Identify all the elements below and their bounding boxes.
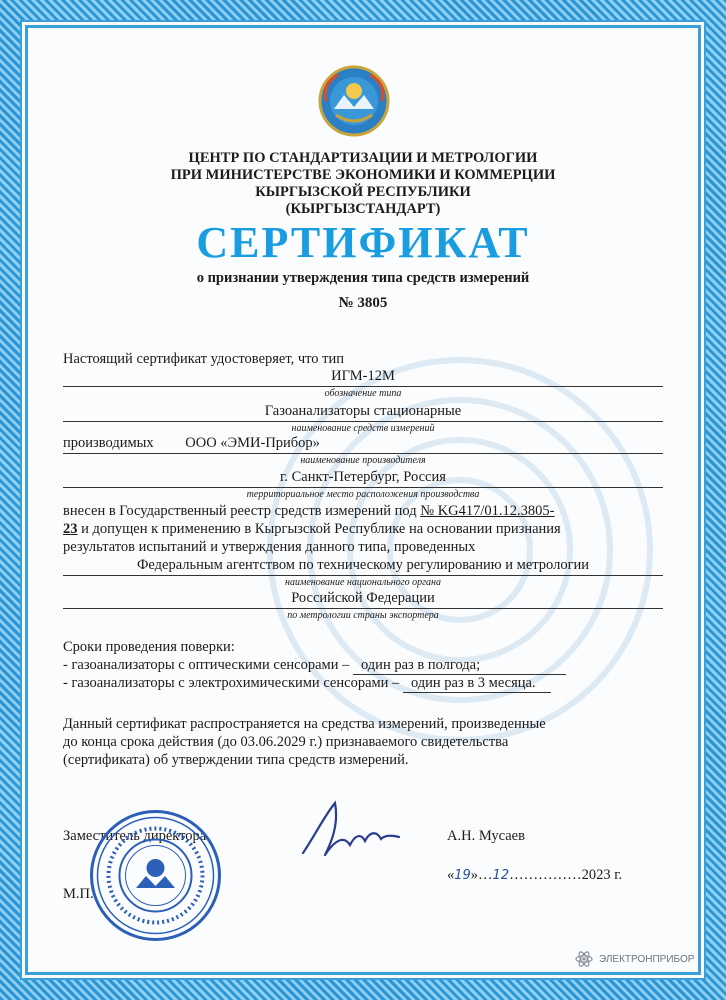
scope-line: (сертификата) об утверждении типа средств измерений.: [63, 752, 409, 768]
issuer-line: КЫРГЫЗСКОЙ РЕСПУБЛИКИ: [255, 184, 471, 200]
certificate-subtitle: о признании утверждения типа средств измерений: [196, 270, 530, 286]
scope-line: до конца срока действия (до 03.06.2029 г.) признаваемого свидетельства: [63, 734, 509, 750]
registry-text: и допущен к применению в Кыргызской Республике на основании признания: [81, 521, 561, 537]
agency-caption: наименование национального органа: [285, 577, 441, 588]
type-designation: ИГМ-12М: [331, 368, 395, 384]
type-designation-caption: обозначение типа: [324, 388, 402, 399]
signature-date: [447, 866, 622, 885]
signer-position: Заместитель директора: [63, 828, 207, 844]
verification-item: [63, 674, 673, 693]
issuer-line: ПРИ МИНИСТЕРСТВЕ ЭКОНОМИКИ И КОММЕРЦИИ: [170, 167, 556, 183]
divider: [63, 386, 663, 387]
agency-name: Федеральным агентством по техническому регулированию и метрологии: [136, 557, 590, 573]
production-location: г. Санкт-Петербург, Россия: [280, 469, 446, 485]
signature-icon: [295, 795, 405, 865]
issuer-line: ЦЕНТР ПО СТАНДАРТИЗАЦИИ И МЕТРОЛОГИИ: [188, 150, 538, 166]
corner-logo-text: ЭЛЕКТРОНПРИБОР: [599, 953, 695, 965]
certificate-title: СЕРТИФИКАТ: [196, 218, 530, 267]
divider: [63, 421, 663, 422]
instrument-name: Газоанализаторы стационарные: [264, 403, 462, 419]
corner-logo: [575, 948, 715, 970]
verification-item: [63, 656, 673, 675]
state-emblem-icon: [318, 65, 390, 137]
verification-label: - газоанализаторы с оптическими сенсорами –: [63, 657, 350, 673]
manufactured-label: производимых: [63, 435, 154, 451]
certificate-number: № 3805: [338, 295, 388, 311]
divider: [63, 608, 663, 609]
instrument-name-caption: наименование средств измерений: [291, 423, 435, 434]
date-day: 19: [454, 868, 471, 883]
divider: [63, 487, 663, 488]
date-part: ……………2023 г.: [509, 867, 623, 883]
location-caption: территориальное место расположения производства: [246, 489, 480, 500]
verification-title: Сроки проведения поверки:: [63, 639, 235, 655]
intro-text: Настоящий сертификат удостоверяет, что тип: [63, 351, 345, 367]
issuer-line: (КЫРГЫЗСТАНДАРТ): [285, 201, 441, 217]
signer-name: А.Н. Мусаев: [447, 828, 525, 844]
atom-icon: [575, 950, 593, 968]
issuer-header: [60, 150, 666, 218]
country-caption: по метрологии страны экспортера: [287, 610, 439, 621]
registry-line-1: [63, 502, 673, 520]
manufacturer-name: ООО «ЭМИ-Прибор»: [185, 435, 320, 451]
scope-line: Данный сертификат распространяется на средства измерений, произведенные: [63, 716, 546, 732]
date-part: «: [447, 867, 455, 883]
date-month: 12: [492, 868, 510, 883]
country-name: Российской Федерации: [291, 590, 435, 606]
verification-value: один раз в полгода;: [353, 656, 566, 675]
registry-number: № KG417/01.12.3805-: [420, 503, 555, 519]
verification-label: - газоанализаторы с электрохимическими сенсорами –: [63, 675, 400, 691]
registry-text: внесен в Государственный реестр средств измерений под: [63, 503, 417, 519]
manufacturer-caption: наименование производителя: [300, 455, 426, 466]
registry-line-2: [63, 520, 673, 538]
seal-place-label: М.П.: [63, 886, 94, 902]
divider: [63, 575, 663, 576]
divider: [63, 453, 663, 454]
official-seal-icon: [88, 808, 223, 943]
registry-line-3: результатов испытаний и утверждения данного типа, проведенных: [63, 539, 476, 555]
manufacturer-row: [63, 434, 663, 452]
date-part: »…: [470, 867, 493, 883]
verification-value: один раз в 3 месяца.: [403, 674, 551, 693]
registry-number-suffix: 23: [63, 521, 78, 537]
